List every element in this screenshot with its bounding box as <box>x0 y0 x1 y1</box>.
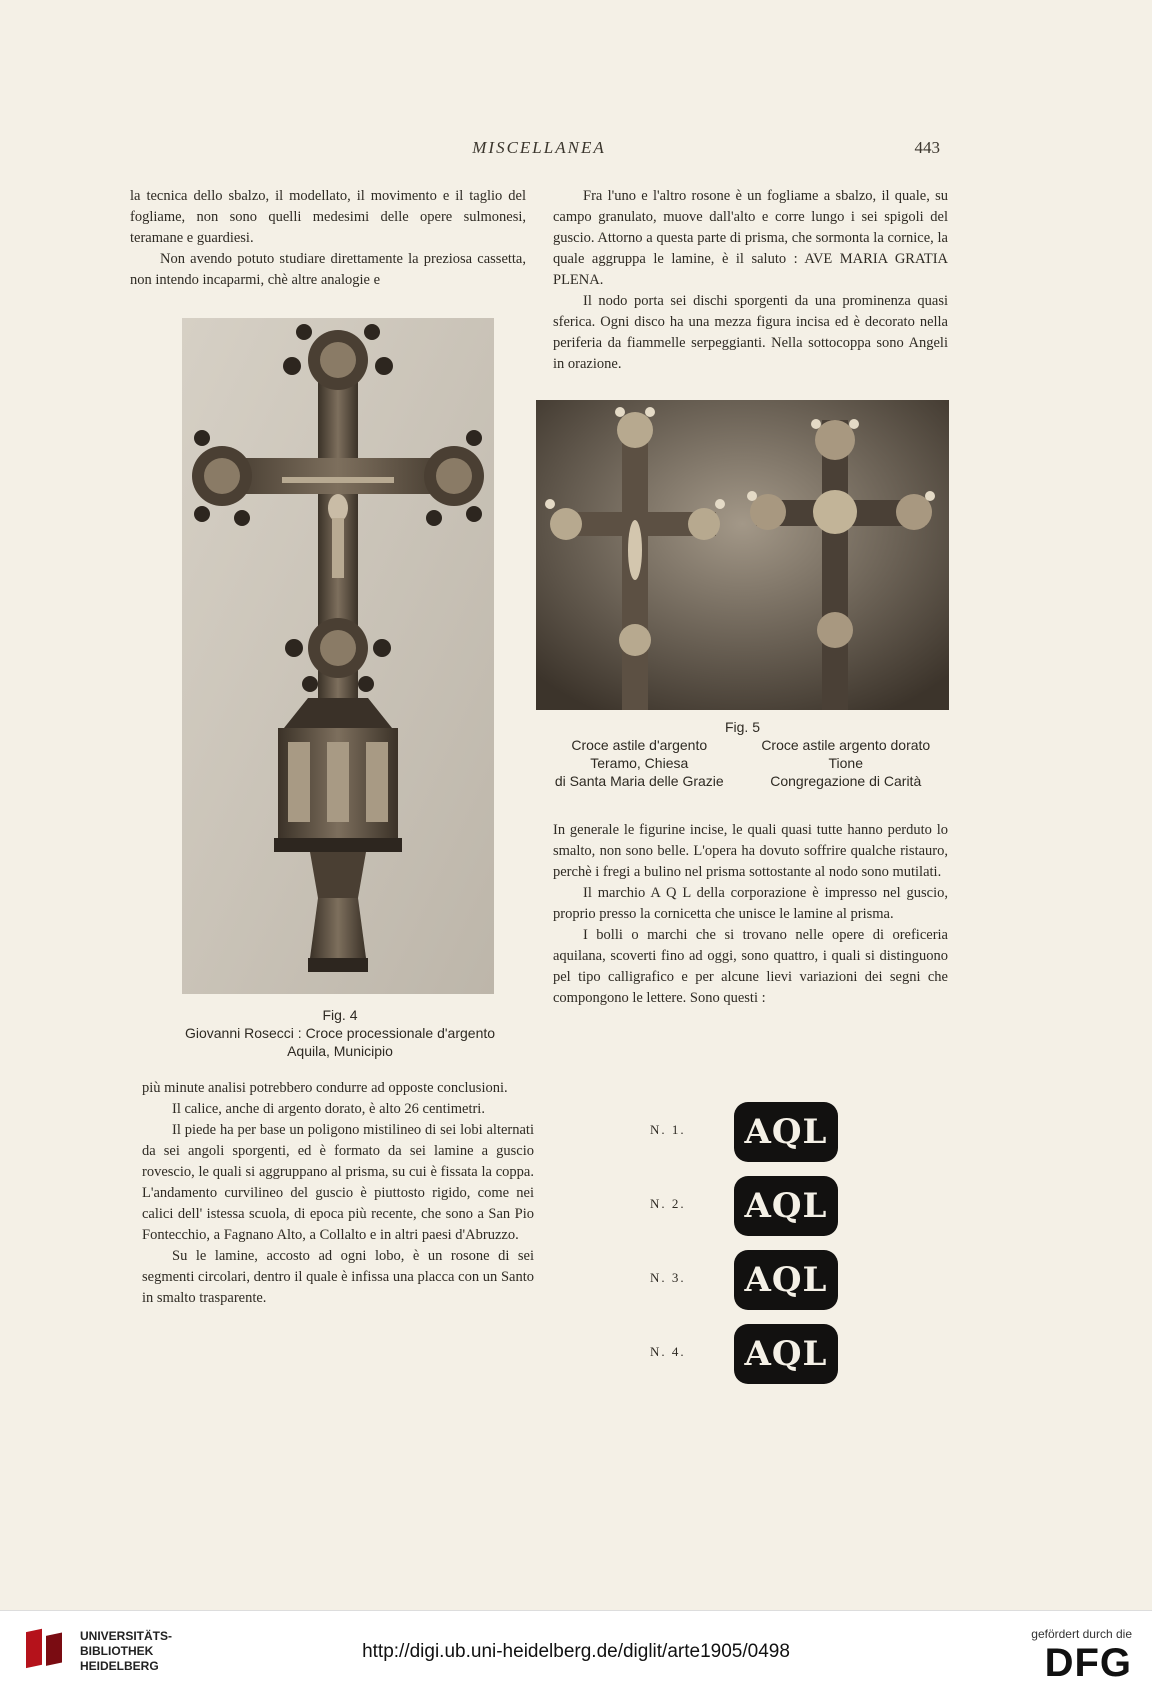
figure-4-photo <box>182 318 494 994</box>
funder-note: gefördert durch die <box>1031 1627 1132 1641</box>
hallmark-stamp <box>734 1250 838 1310</box>
funder-logo[interactable] <box>1031 1627 1132 1685</box>
hallmark-letters: AQL <box>744 1334 828 1374</box>
paragraph: Il nodo porta sei dischi sporgenti da una prominenza quasi sferica. Ogni disco ha una mezza figura incisa ed è decorato nella periferia da fiammelle serpeggianti. Nella sottocoppa sono Angeli in orazione. <box>553 293 948 372</box>
paragraph: Fra l'uno e l'altro rosone è un fogliame a sbalzo, il quale, su campo granulato, muove dall'alto e corre lungo i sei spigoli del guscio. Attorno a questa parte di prisma, che sormonta la cornice, la quale aggruppa le lamine, è il saluto : AVE MARIA GRATIA PLENA. <box>553 188 948 288</box>
caption-line: Congregazione di Carità <box>770 773 922 789</box>
paragraph: la tecnica dello sbalzo, il modellato, il movimento e il taglio del fogliame, non sono quelli medesimi delle opere sulmonesi, teramane e guardiesi. <box>130 188 526 246</box>
caption-line: Tione <box>828 755 863 771</box>
library-name-line: HEIDELBERG <box>80 1658 159 1673</box>
running-head: MISCELLANEA <box>472 138 606 157</box>
caption-line: di Santa Maria delle Grazie <box>554 773 724 789</box>
figure-4-caption-line: Giovanni Rosecci : Croce processionale d'argento <box>184 1025 496 1041</box>
left-column-bottom-text <box>142 1078 534 1309</box>
hallmark-row <box>650 1096 870 1170</box>
figure-5-caption-right <box>743 736 950 790</box>
figure-5-caption-left <box>536 736 743 790</box>
right-column-top-text <box>553 186 948 375</box>
hallmark-stamp <box>734 1176 838 1236</box>
paragraph: I bolli o marchi che si trovano nelle opere di oreficeria aquilana, scoverti fino ad oggi, sono quattro, i quali si distinguono pel tipo calligrafico e per alcune lievi variazioni dei segni che compongono le lettere. Sono questi : <box>553 927 948 1006</box>
page-number: 443 <box>914 138 940 157</box>
paragraph: Su le lamine, accosto ad ogni lobo, è un rosone di sei segmenti circolari, dentro il quale è infissa una placca con un Santo in smalto trasparente. <box>142 1248 534 1306</box>
paragraph: Non avendo potuto studiare direttamente la preziosa cassetta, non intendo incaparmi, chè altre analogie e <box>130 251 526 288</box>
hallmark-stamp <box>734 1102 838 1162</box>
library-name-line: UNIVERSITÄTS- <box>80 1628 173 1643</box>
hallmark-label: N. 4. <box>650 1344 686 1359</box>
paragraph: Il marchio A Q L della corporazione è impresso nel guscio, proprio presso la cornicetta che unisce le lamine al prisma. <box>553 885 948 922</box>
paragraph: Il piede ha per base un poligono mistilineo di sei lobi alternati da sei angoli sporgenti, ed è formato da sei lamine a guscio rovescio, le quali si aggruppano al prisma, su cui è fissata la coppa. L'andamento curvilineo del guscio è piuttosto rigido, come nei calici dell' istessa scuola, di epoca più recente, che sono a San Pio Fontecchio, a Fagnano Alto, a Collalto e in altri paesi d'Abruzzo. <box>142 1122 534 1243</box>
processional-cross-illustration <box>182 318 494 994</box>
caption-line: Teramo, Chiesa <box>590 755 689 771</box>
hallmark-label: N. 3. <box>650 1270 686 1285</box>
page-header <box>130 138 948 164</box>
figure-4-caption-line: Aquila, Municipio <box>287 1043 393 1059</box>
paragraph: Il calice, anche di argento dorato, è alto 26 centimetri. <box>172 1101 485 1117</box>
hallmark-row <box>650 1244 870 1318</box>
left-column-top-text <box>130 186 526 291</box>
hallmark-letters: AQL <box>744 1260 828 1300</box>
paragraph: più minute analisi potrebbero condurre ad opposte conclusioni. <box>142 1080 508 1096</box>
figure-5-label: Fig. 5 <box>724 719 760 735</box>
figure-5-photo <box>536 400 949 710</box>
two-crosses-illustration <box>536 400 949 710</box>
paragraph: In generale le figurine incise, le quali quasi tutte hanno perduto lo smalto, non sono belle. L'opera ha dovuto soffrire qualche ristauro, perchè i fregi a bulino nel prisma sottostante al nodo sono mutilati. <box>553 822 948 880</box>
hallmark-label: N. 2. <box>650 1196 686 1211</box>
permalink-url[interactable]: http://digi.ub.uni-heidelberg.de/diglit/arte1905/0498 <box>362 1641 790 1662</box>
hallmarks-list <box>650 1096 870 1392</box>
figure-5-caption <box>536 718 949 790</box>
hallmark-label: N. 1. <box>650 1122 686 1137</box>
hallmark-letters: AQL <box>744 1186 828 1226</box>
hallmark-row <box>650 1170 870 1244</box>
caption-line: Croce astile argento dorato <box>761 737 931 753</box>
right-column-bottom-text <box>553 820 948 1009</box>
caption-line: Croce astile d'argento <box>571 737 708 753</box>
funder-name: DFG <box>1044 1641 1132 1685</box>
hallmark-row <box>650 1318 870 1392</box>
figure-4-label: Fig. 4 <box>322 1007 358 1023</box>
figure-4-caption <box>150 1006 530 1060</box>
digitization-footer <box>0 1610 1152 1696</box>
hallmark-stamp <box>734 1324 838 1384</box>
hallmark-letters: AQL <box>744 1112 828 1152</box>
library-name-line: BIBLIOTHEK <box>80 1643 154 1658</box>
